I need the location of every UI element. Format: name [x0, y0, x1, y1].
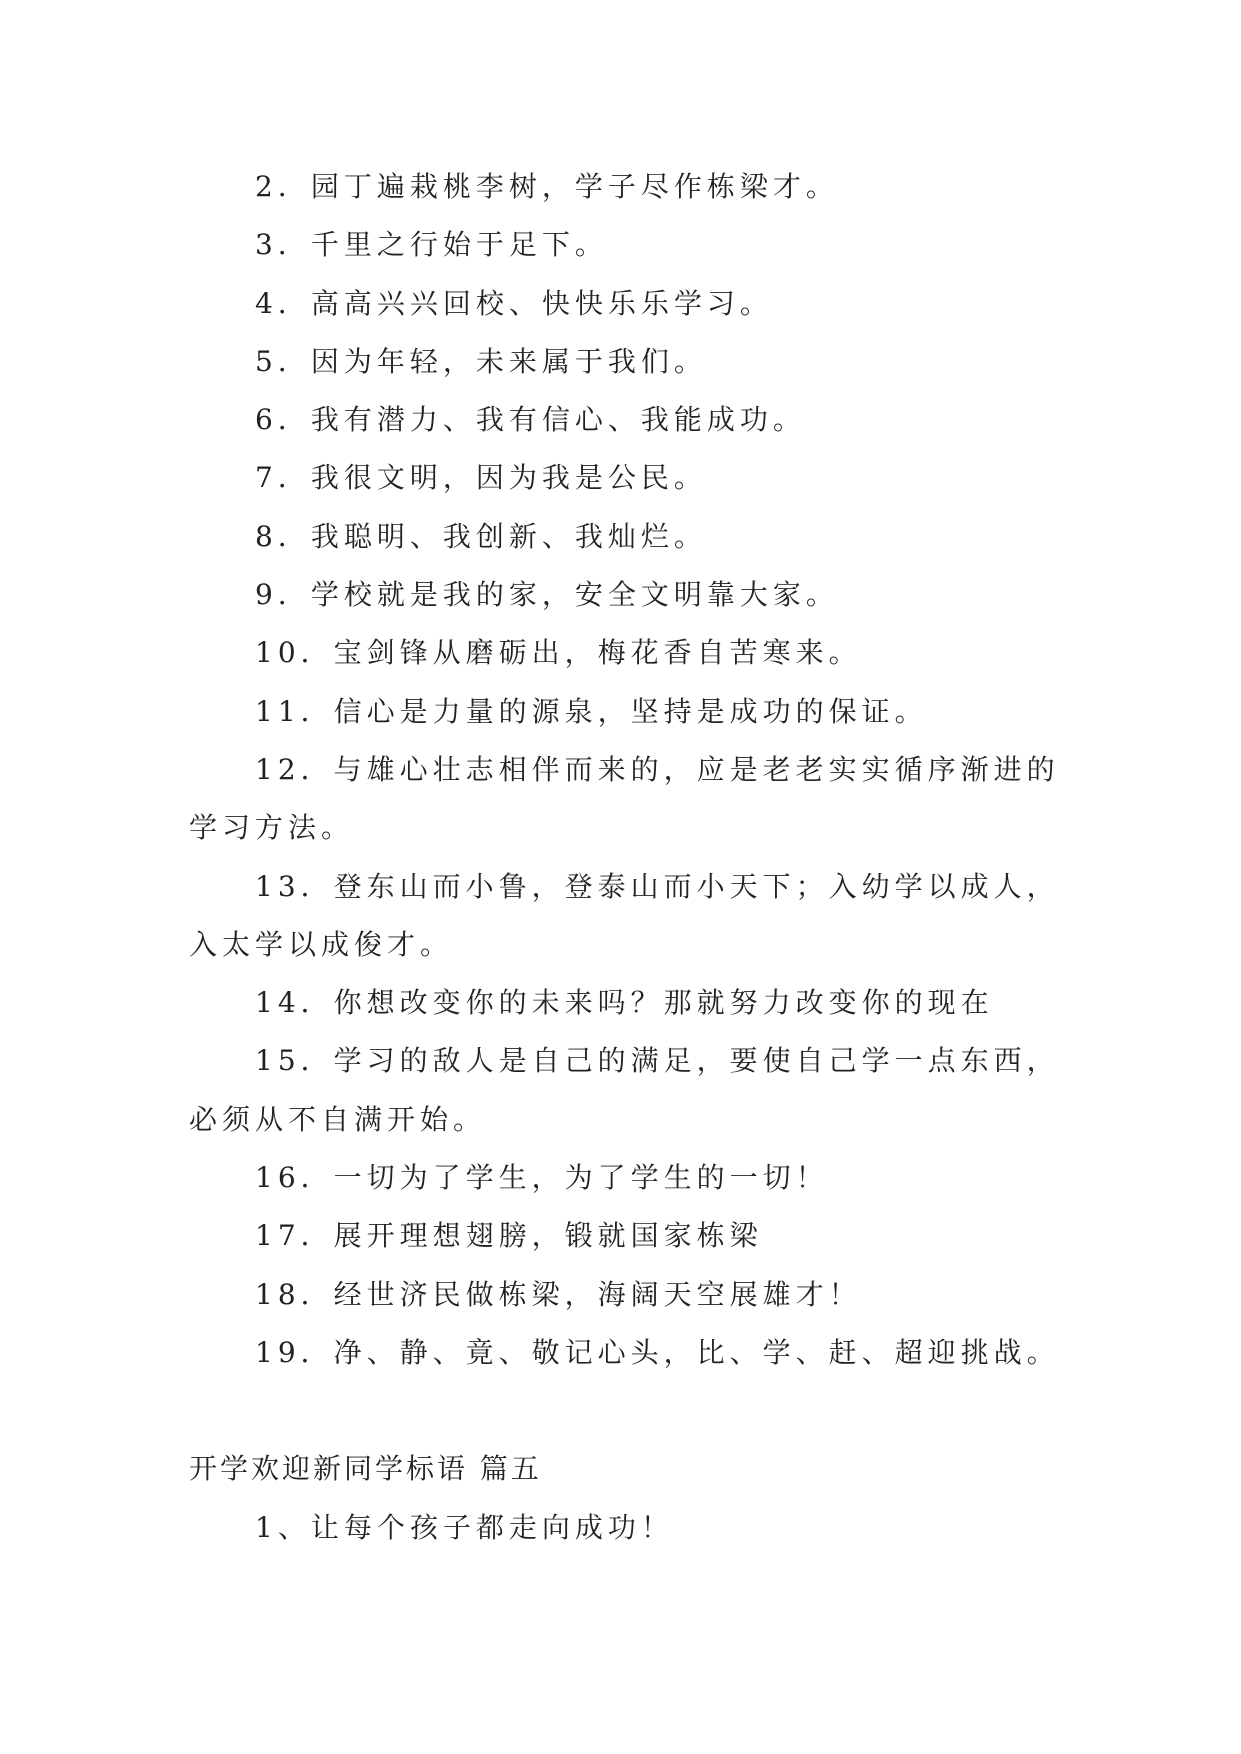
- list-item: 5．因为年轻，未来属于我们。: [255, 344, 707, 378]
- document-body: [189, 158, 1069, 1557]
- section-spacer: [189, 1382, 1069, 1440]
- list-item: 8．我聪明、我创新、我灿烂。: [255, 519, 707, 553]
- list-item: 18．经世济民做栋梁，海阔天空展雄才！: [255, 1277, 862, 1311]
- list-item: 10．宝剑锋从磨砺出，梅花香自苦寒来。: [255, 636, 862, 670]
- list-item: 16．一切为了学生，为了学生的一切！: [255, 1161, 829, 1195]
- list-item: 6．我有潜力、我有信心、我能成功。: [255, 403, 806, 437]
- section-heading: 开学欢迎新同学标语 篇五: [189, 1452, 542, 1486]
- list-item: 7．我很文明，因为我是公民。: [255, 461, 707, 495]
- list-item: 9．学校就是我的家，安全文明靠大家。: [255, 578, 839, 612]
- list-item: 11．信心是力量的源泉，坚持是成功的保证。: [255, 694, 928, 728]
- list-item: 4．高高兴兴回校、快快乐乐学习。: [255, 286, 773, 320]
- list-item: 15．学习的敌人是自己的满足，要使自己学一点东西，必须从不自满开始。: [189, 1044, 1060, 1136]
- list-item: 13．登东山而小鲁，登泰山而小天下；入幼学以成人，入太学以成俊才。: [189, 869, 1060, 961]
- list-item: 1、让每个孩子都走向成功！: [255, 1510, 674, 1544]
- list-item: 3．千里之行始于足下。: [255, 228, 608, 262]
- list-item: 2．园丁遍栽桃李树，学子尽作栋梁才。: [255, 170, 839, 203]
- list-item: 14．你想改变你的未来吗？那就努力改变你的现在: [255, 986, 994, 1020]
- list-item: 19．净、静、竟、敬记心头，比、学、赶、超迎挑战。: [255, 1335, 1060, 1369]
- list-item: 17．展开理想翅膀，锻就国家栋梁: [255, 1219, 763, 1253]
- list-item: 12．与雄心壮志相伴而来的，应是老老实实循序渐进的学习方法。: [189, 752, 1060, 845]
